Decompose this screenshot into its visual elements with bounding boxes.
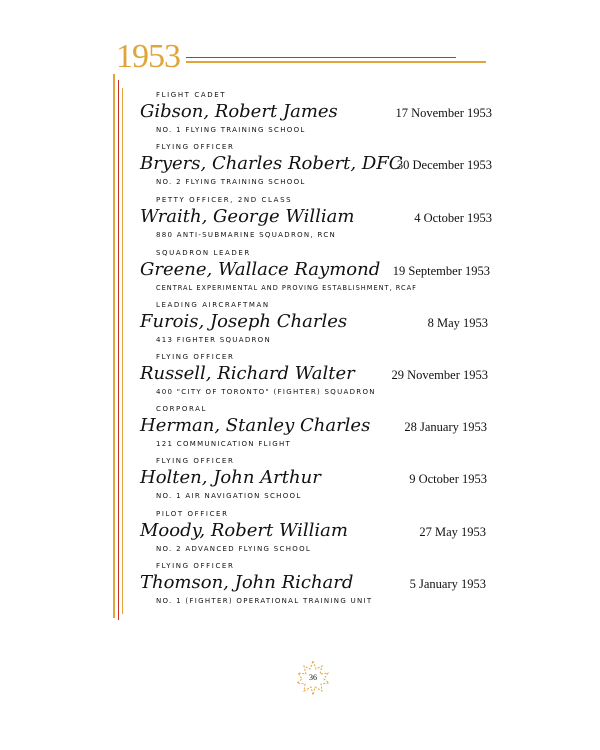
header-rule-gold bbox=[186, 61, 486, 63]
entry-name: Greene, Wallace Raymond bbox=[140, 259, 381, 280]
entry-date: 9 October 1953 bbox=[409, 472, 487, 486]
entry-rank: LEADING AIRCRAFTMAN bbox=[156, 301, 270, 309]
page-number: 36 bbox=[309, 673, 317, 682]
entry-rank: PETTY OFFICER, 2ND CLASS bbox=[156, 196, 293, 204]
entry-rank: CORPORAL bbox=[156, 405, 208, 413]
entry-date: 28 January 1953 bbox=[404, 420, 487, 434]
entry-unit: CENTRAL EXPERIMENTAL AND PROVING ESTABLISHMENT, RCAF bbox=[156, 284, 417, 292]
entry-unit: 400 "CITY OF TORONTO" (FIGHTER) SQUADRON bbox=[156, 388, 376, 396]
entry-date: 17 November 1953 bbox=[395, 106, 492, 120]
entry-date: 5 January 1953 bbox=[409, 577, 486, 591]
entry-name: Holten, John Arthur bbox=[140, 467, 321, 488]
entry-unit: NO. 2 FLYING TRAINING SCHOOL bbox=[156, 178, 306, 186]
entry-name: Thomson, John Richard bbox=[140, 572, 354, 593]
year-heading: 1953 bbox=[116, 38, 180, 75]
page-number-ornament bbox=[293, 658, 333, 698]
entry-unit: NO. 1 FLYING TRAINING SCHOOL bbox=[156, 126, 306, 134]
entry-rank: FLYING OFFICER bbox=[156, 457, 235, 465]
margin-rule-gold-outer bbox=[113, 74, 115, 618]
memorial-entry bbox=[140, 91, 492, 143]
entry-name: Herman, Stanley Charles bbox=[140, 415, 371, 436]
entry-unit: 121 COMMUNICATION FLIGHT bbox=[156, 440, 292, 448]
memorial-entry bbox=[140, 353, 488, 405]
entry-unit: NO. 2 ADVANCED FLYING SCHOOL bbox=[156, 545, 312, 553]
entry-date: 29 November 1953 bbox=[391, 368, 488, 382]
header-rule-red bbox=[186, 57, 456, 58]
entry-name: Wraith, George William bbox=[140, 206, 355, 227]
entry-rank: FLYING OFFICER bbox=[156, 143, 235, 151]
margin-rule-red bbox=[118, 80, 119, 620]
entry-name: Moody, Robert William bbox=[140, 520, 348, 541]
entry-name: Russell, Richard Walter bbox=[140, 363, 355, 384]
entry-rank: SQUADRON LEADER bbox=[156, 249, 251, 257]
entry-unit: NO. 1 AIR NAVIGATION SCHOOL bbox=[156, 492, 302, 500]
memorial-entry bbox=[140, 143, 492, 195]
memorial-entry bbox=[140, 301, 488, 353]
entry-date: 4 October 1953 bbox=[414, 211, 492, 225]
entry-rank: FLIGHT CADET bbox=[156, 91, 227, 99]
entry-rank: FLYING OFFICER bbox=[156, 562, 235, 570]
entry-unit: NO. 1 (FIGHTER) OPERATIONAL TRAINING UNIT bbox=[156, 597, 373, 605]
memorial-entry bbox=[140, 510, 486, 562]
memorial-entry bbox=[140, 405, 487, 457]
entry-date: 19 September 1953 bbox=[392, 264, 490, 278]
memorial-entry bbox=[140, 196, 492, 248]
entry-unit: 880 ANTI-SUBMARINE SQUADRON, RCN bbox=[156, 231, 337, 239]
memorial-entry bbox=[140, 249, 490, 301]
entry-name: Furois, Joseph Charles bbox=[140, 311, 348, 332]
entry-date: 30 December 1953 bbox=[396, 158, 492, 172]
entry-rank: FLYING OFFICER bbox=[156, 353, 235, 361]
entry-unit: 413 FIGHTER SQUADRON bbox=[156, 336, 272, 344]
memorial-entry bbox=[140, 562, 486, 614]
entry-name: Bryers, Charles Robert, DFC bbox=[140, 153, 403, 174]
memorial-entry bbox=[140, 457, 487, 509]
entry-date: 27 May 1953 bbox=[419, 525, 486, 539]
entry-rank: PILOT OFFICER bbox=[156, 510, 229, 518]
entry-name: Gibson, Robert James bbox=[140, 101, 338, 122]
entry-date: 8 May 1953 bbox=[427, 316, 488, 330]
margin-rule-gold-inner bbox=[122, 88, 123, 614]
